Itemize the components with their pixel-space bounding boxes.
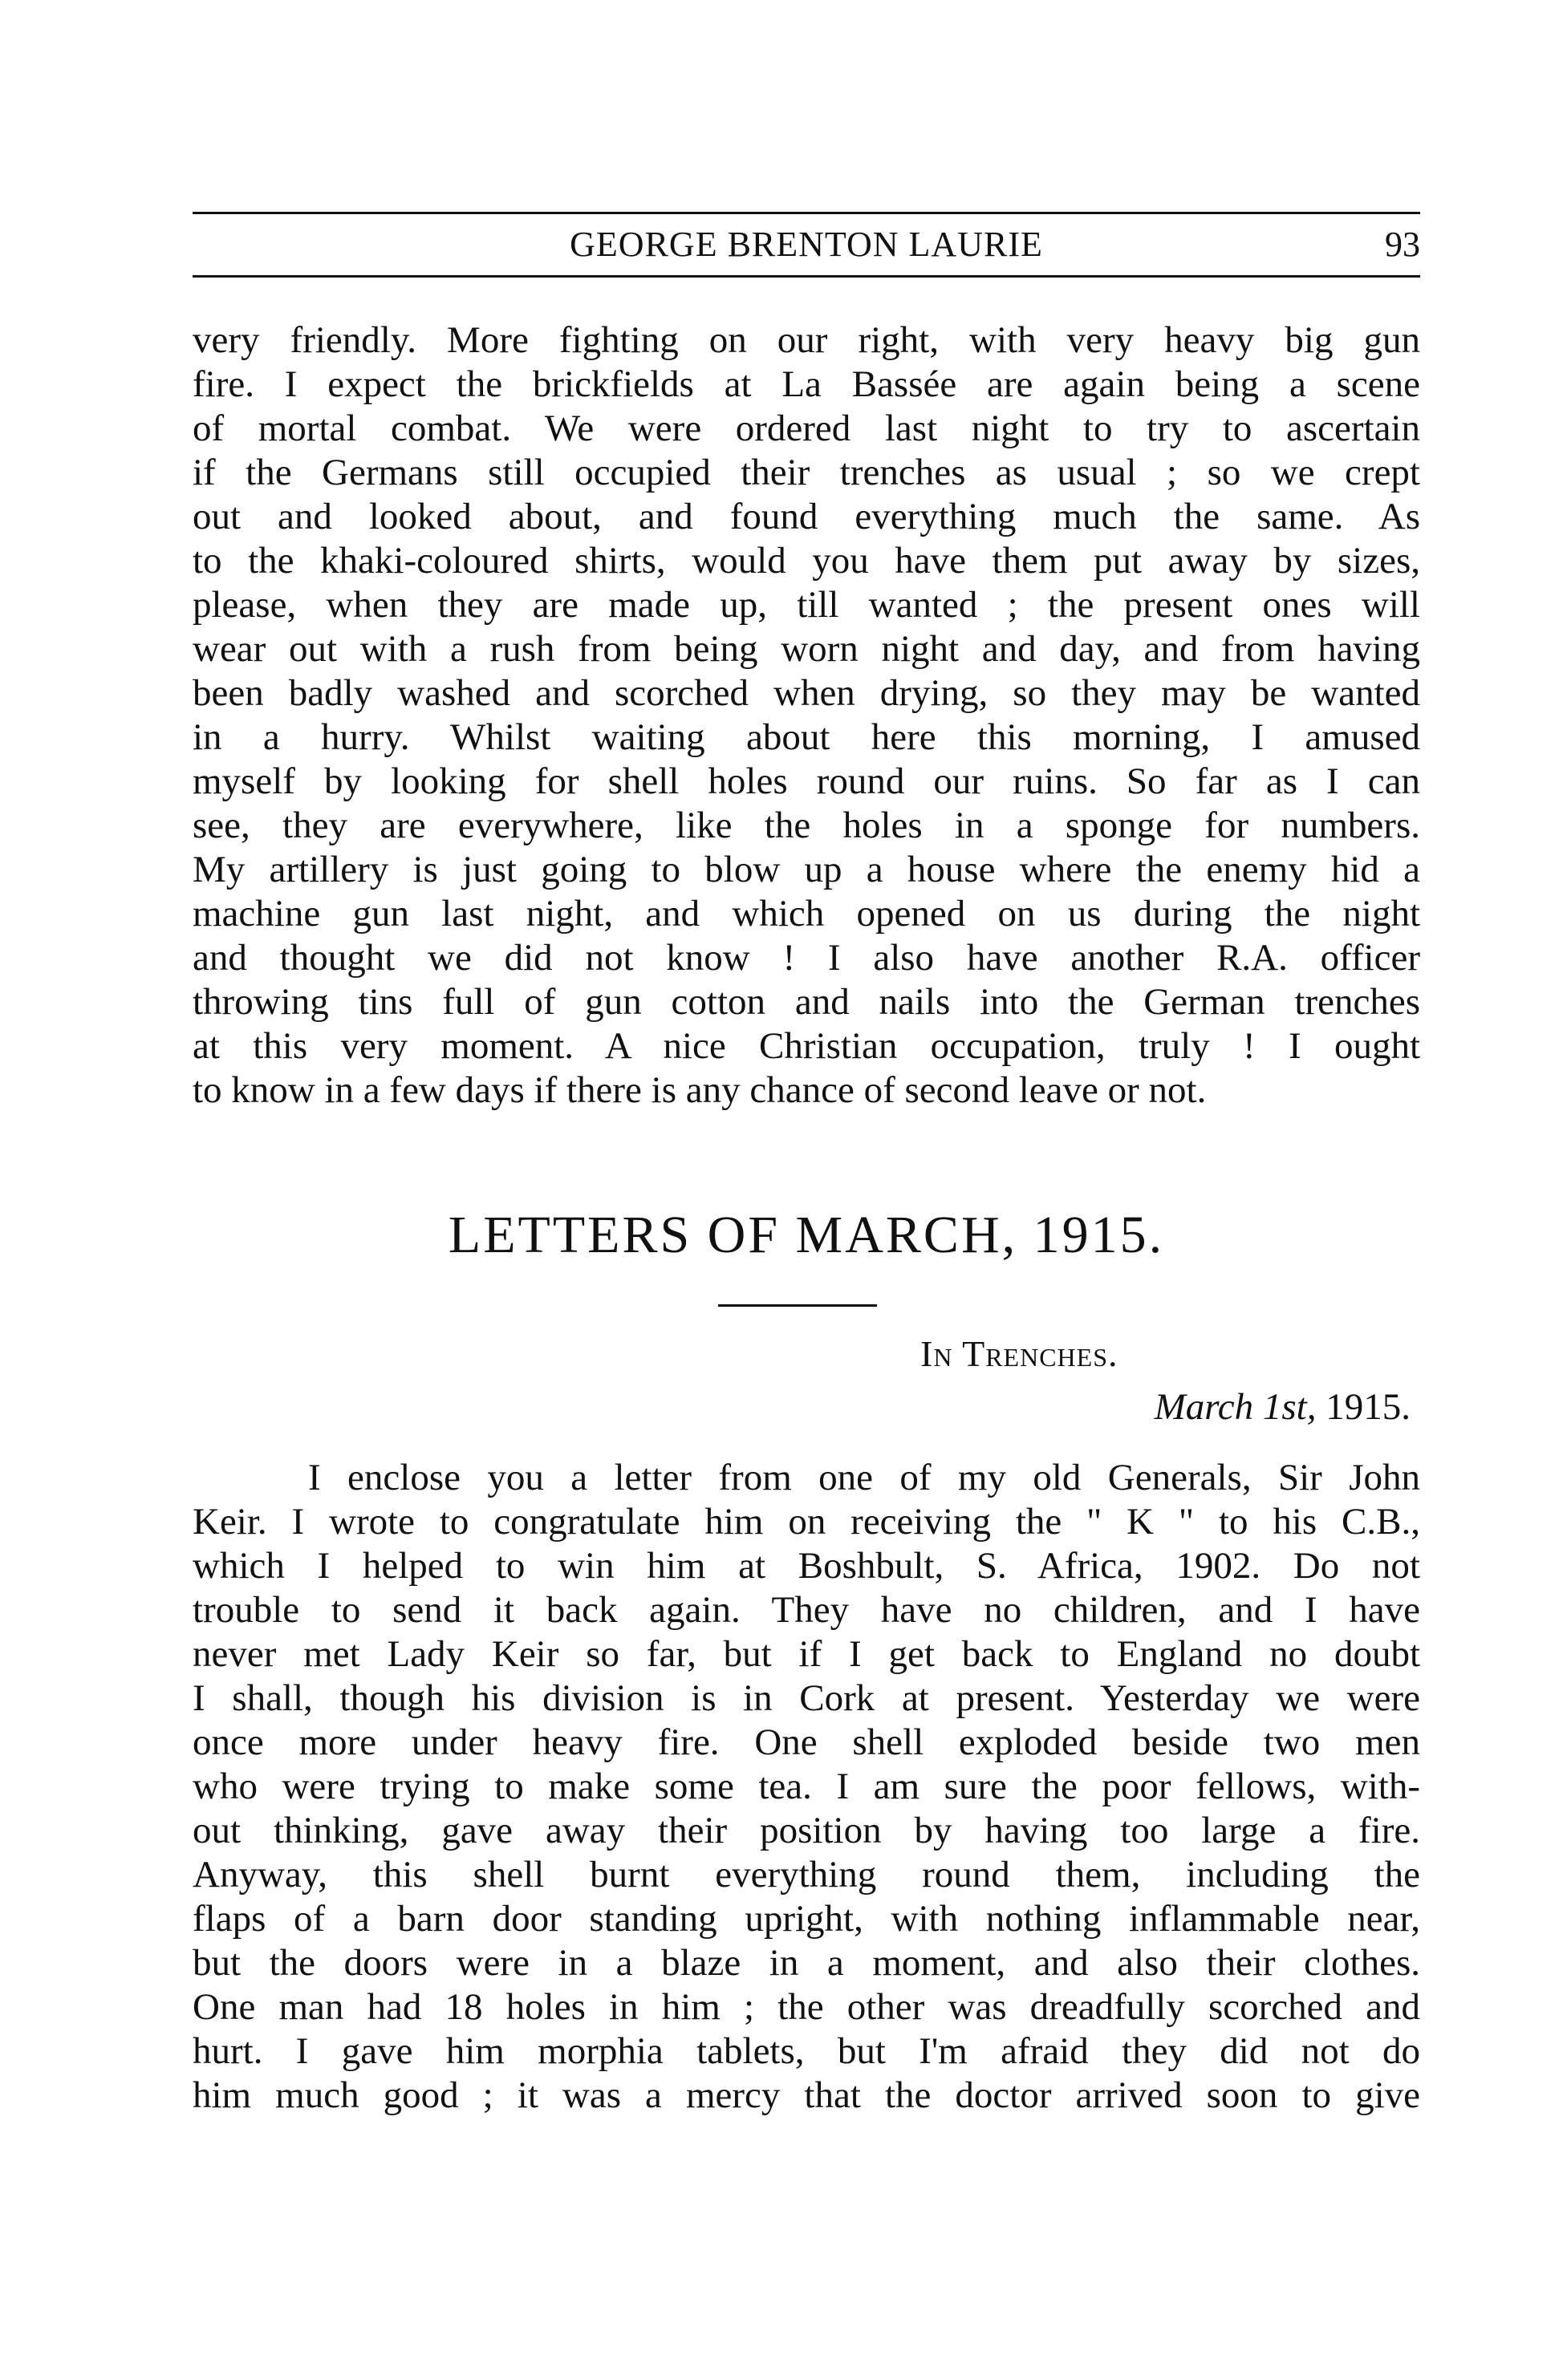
text-line: very friendly. More fighting on our right, with very heavy big gun xyxy=(193,319,1420,361)
text-line: myself by looking for shell holes round our ruins. So far as I can xyxy=(193,760,1420,802)
text-line: Anyway, this shell burnt everything round them, including the xyxy=(193,1854,1420,1895)
text-line: My artillery is just going to blow up a house where the enemy hid a xyxy=(193,849,1420,890)
header-bottom-rule xyxy=(193,275,1420,278)
text-line: flaps of a barn door standing upright, with nothing inflammable near, xyxy=(193,1898,1420,1940)
letter-date-month: March 1st, xyxy=(1154,1386,1317,1428)
text-line: out thinking, gave away their position by having too large a fire. xyxy=(193,1810,1420,1851)
text-line: throwing tins full of gun cotton and nails into the German trenches xyxy=(193,981,1420,1023)
text-line: but the doors were in a blaze in a moment, and also their clothes. xyxy=(193,1942,1420,1984)
letter-body xyxy=(193,1456,1420,2118)
text-line: at this very moment. A nice Christian occupation, truly ! I ought xyxy=(193,1025,1420,1067)
text-line: once more under heavy fire. One shell exploded beside two men xyxy=(193,1721,1420,1763)
text-line: hurt. I gave him morphia tablets, but I'm afraid they did not do xyxy=(193,2030,1420,2072)
page-number: 93 xyxy=(1385,225,1420,264)
heading-divider xyxy=(718,1304,877,1307)
text-line: machine gun last night, and which opened on us during the night xyxy=(193,893,1420,935)
text-line: I enclose you a letter from one of my old Generals, Sir John xyxy=(308,1457,1420,1498)
paragraph-continued xyxy=(193,318,1420,1113)
text-line: never met Lady Keir so far, but if I get back to England no doubt xyxy=(193,1633,1420,1675)
letter-date xyxy=(1155,1385,1411,1429)
chapter-heading: LETTERS OF MARCH, 1915. xyxy=(448,1206,1165,1264)
text-line: wear out with a rush from being worn night and day, and from having xyxy=(193,628,1420,670)
text-line: which I helped to win him at Boshbult, S. Africa, 1902. Do not xyxy=(193,1545,1420,1587)
text-line: trouble to send it back again. They have no children, and I have xyxy=(193,1589,1420,1631)
text-line: One man had 18 holes in him ; the other was dreadfully scorched and xyxy=(193,1986,1420,2028)
running-title: GEORGE BRENTON LAURIE xyxy=(570,225,1043,264)
text-line: him much good ; it was a mercy that the doctor arrived soon to give xyxy=(193,2074,1420,2116)
text-line: if the Germans still occupied their trenches as usual ; so we crept xyxy=(193,452,1420,493)
text-line: fire. I expect the brickfields at La Bassée are again being a scene xyxy=(193,363,1420,405)
text-line: please, when they are made up, till wanted ; the present ones will xyxy=(193,584,1420,626)
letter-date-year: 1915. xyxy=(1316,1386,1411,1428)
text-line: in a hurry. Whilst waiting about here this morning, I amused xyxy=(193,716,1420,758)
text-line: been badly washed and scorched when drying, so they may be wanted xyxy=(193,672,1420,714)
header-top-rule xyxy=(193,212,1420,214)
text-line: see, they are everywhere, like the holes in a sponge for numbers. xyxy=(193,805,1420,846)
text-line: who were trying to make some tea. I am sure the poor fellows, with- xyxy=(193,1766,1420,1807)
text-line: out and looked about, and found everything much the same. As xyxy=(193,496,1420,537)
text-line: to know in a few days if there is any chance of second leave or not. xyxy=(193,1069,1207,1111)
text-line: to the khaki-coloured shirts, would you have them put away by sizes, xyxy=(193,540,1420,582)
text-line: and thought we did not know ! I also have another R.A. officer xyxy=(193,937,1420,979)
text-line: of mortal combat. We were ordered last night to try to ascertain xyxy=(193,407,1420,449)
text-line: I shall, though his division is in Cork at present. Yesterday we were xyxy=(193,1677,1420,1719)
letter-location: In Trenches. xyxy=(920,1333,1118,1374)
text-line: Keir. I wrote to congratulate him on receiving the " K " to his C.B., xyxy=(193,1501,1420,1543)
